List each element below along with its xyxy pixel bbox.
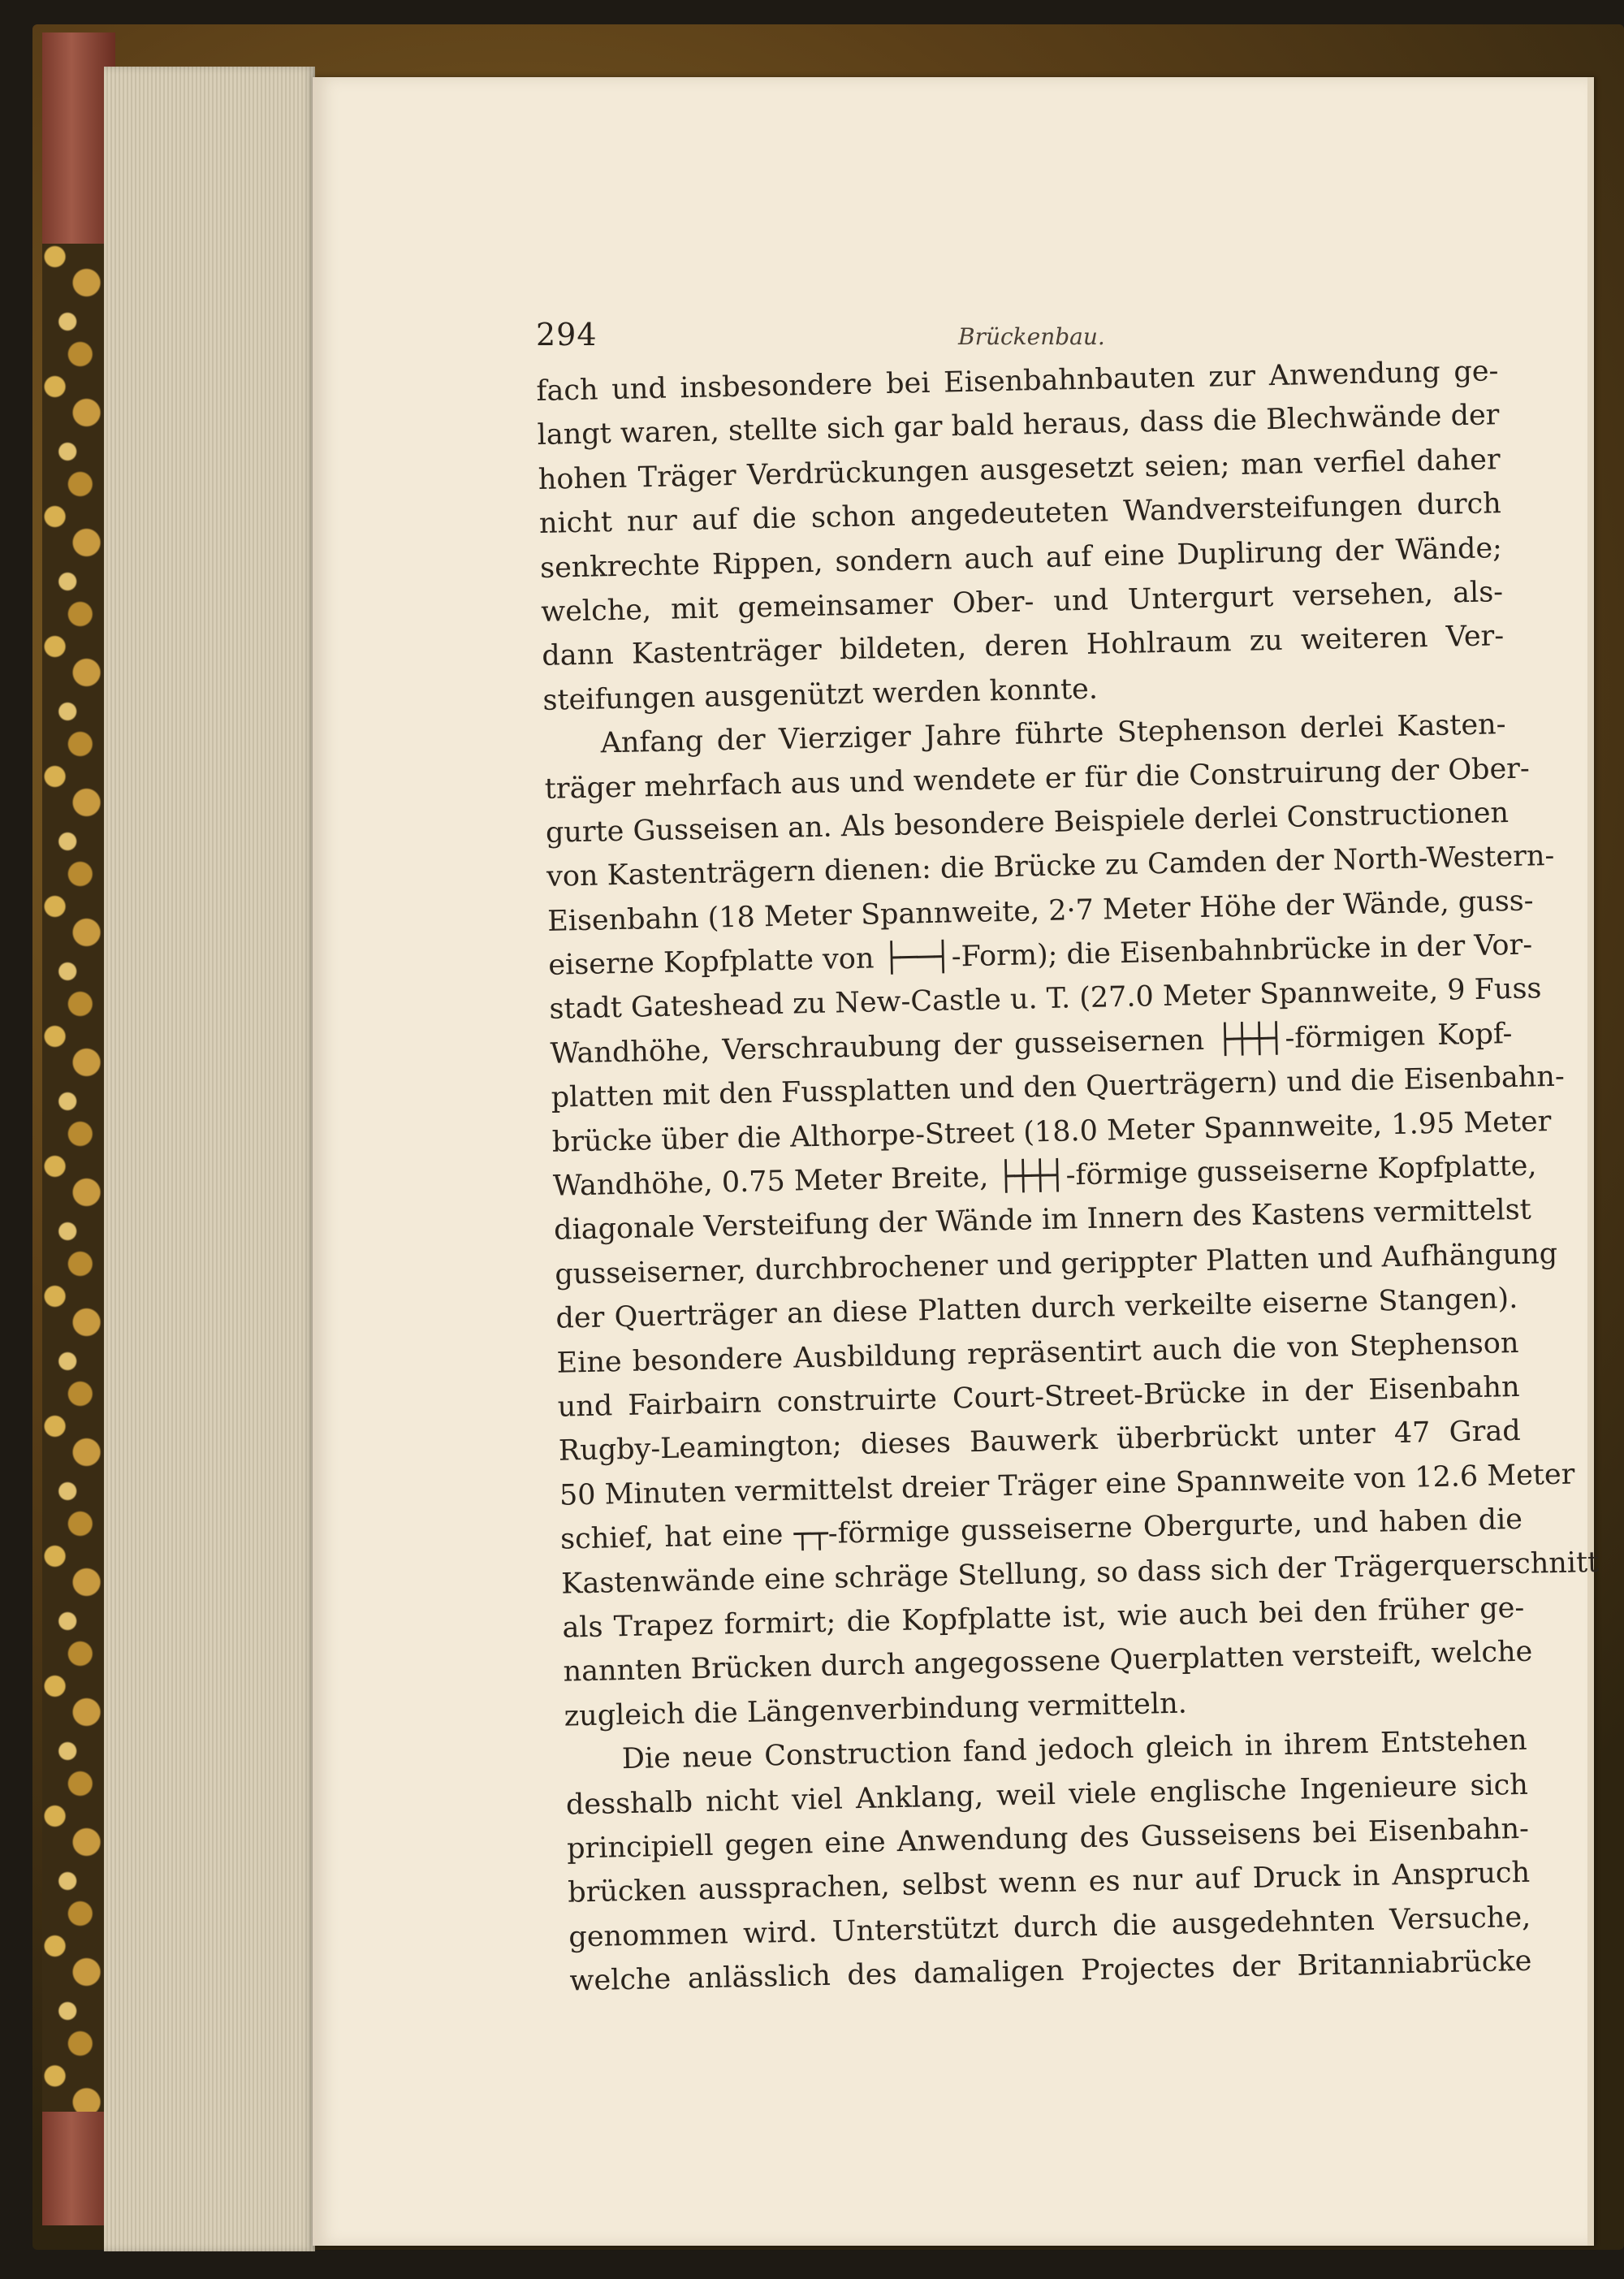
- page-number: 294: [536, 317, 598, 352]
- text-line: desshalb nicht viel Anklang, weil viele englische Ingenieure sich: [565, 1768, 1529, 1822]
- text-line: Wandhöhe, 0.75 Meter Breite, ├┼┼┤-förmige gusseiserne Kopfplatte,: [552, 1149, 1537, 1203]
- text-line: Kastenwände eine schräge Stellung, so dass sich der Trägerquerschnitt: [560, 1546, 1600, 1601]
- text-line: brücke über die Althorpe-Street (18.0 Meter Spannweite, 1.95 Meter: [551, 1105, 1552, 1159]
- text-line: Wandhöhe, Verschraubung der gusseisernen ├┼┼┤-förmigen Kopf-: [550, 1017, 1513, 1070]
- text-line: 50 Minuten vermittelst dreier Träger eine Spannweite von 12.6 Meter: [559, 1458, 1575, 1512]
- body-text: [536, 349, 1600, 2004]
- text-line: als Trapez formirt; die Kopfplatte ist, wie auch bei den früher ge-: [562, 1591, 1525, 1645]
- text-line: gurte Gusseisen an. Als besondere Beispiele derlei Constructionen: [545, 796, 1510, 850]
- text-line: brücken aussprachen, selbst wenn es nur auf Druck in Anspruch: [567, 1857, 1531, 1909]
- text-line: welche, mit gemeinsamer Ober- und Untergurt versehen, als-: [540, 576, 1504, 629]
- page-header: [536, 317, 1429, 357]
- text-line: fach und insbesondere bei Eisenbahnbauten zur Anwendung ge-: [536, 355, 1499, 408]
- book-page: [313, 77, 1600, 2246]
- text-line: der Querträger an diese Platten durch verkeilte eiserne Stangen).: [555, 1282, 1518, 1335]
- text-line: senkrechte Rippen, sondern auch auf eine Duplirung der Wände;: [539, 531, 1503, 585]
- text-line: Rugby-Leamington; dieses Bauwerk überbrückt unter 47 Grad: [558, 1415, 1522, 1468]
- text-line: Die neue Construction fand jedoch gleich in ihrem Entstehen: [621, 1723, 1528, 1776]
- text-line: und Fairbairn construirte Court-Street-Brücke in der Eisenbahn: [557, 1370, 1520, 1424]
- text-line: genommen wird. Unterstützt durch die ausgedehnten Versuche,: [568, 1901, 1531, 1954]
- text-line: gusseiserner, durchbrochener und gerippter Platten und Aufhängung: [554, 1237, 1558, 1291]
- text-line: Anfang der Vierziger Jahre führte Stephenson derlei Kasten-: [600, 708, 1506, 760]
- text-line: stadt Gateshead zu New-Castle u. T. (27.0 Meter Spannweite, 9 Fuss: [549, 972, 1542, 1027]
- text-line: hohen Träger Verdrückungen ausgesetzt seien; man verfiel daher: [538, 443, 1501, 496]
- text-line: steifungen ausgenützt werden konnte.: [542, 672, 1099, 717]
- text-line: eiserne Kopfplatte von ├──┤-Form); die Eisenbahnbrücke in der Vor-: [547, 928, 1533, 982]
- marbled-endpaper: [42, 244, 106, 2112]
- text-line: diagonale Versteifung der Wände im Innern des Kastens vermittelst: [553, 1193, 1532, 1248]
- text-line: von Kastenträgern dienen: die Brücke zu Camden der North-Western-: [546, 840, 1555, 894]
- text-line: langt waren, stellte sich gar bald heraus, dass die Blechwände der: [537, 399, 1500, 452]
- running-title: Brückenbau.: [958, 323, 1105, 350]
- text-line: Eisenbahn (18 Meter Spannweite, 2·7 Meter Höhe der Wände, guss-: [546, 884, 1534, 938]
- page-edges-stack: [104, 67, 315, 2251]
- text-line: welche anlässlich des damaligen Projectes der Britanniabrücke: [569, 1944, 1532, 1998]
- text-line: zugleich die Längenverbindung vermitteln.: [564, 1687, 1188, 1733]
- text-line: platten mit den Fussplatten und den Querträgern) und die Eisenbahn-: [551, 1060, 1566, 1115]
- text-line: nannten Brücken durch angegossene Querplatten versteift, welche: [563, 1635, 1533, 1689]
- text-line: nicht nur auf die schon angedeuteten Wandversteifungen durch: [538, 487, 1502, 541]
- text-line: schief, hat eine ┬┬-förmige gusseiserne Obergurte, und haben die: [559, 1503, 1523, 1556]
- text-line: dann Kastenträger bildeten, deren Hohlraum zu weiteren Ver-: [541, 620, 1505, 673]
- text-line: principiell gegen eine Anwendung des Gusseisens bei Eisenbahn-: [566, 1812, 1530, 1866]
- text-line: träger mehrfach aus und wendete er für die Construirung der Ober-: [544, 751, 1531, 806]
- text-line: Eine besondere Ausbildung repräsentirt auch die von Stephenson: [556, 1326, 1519, 1380]
